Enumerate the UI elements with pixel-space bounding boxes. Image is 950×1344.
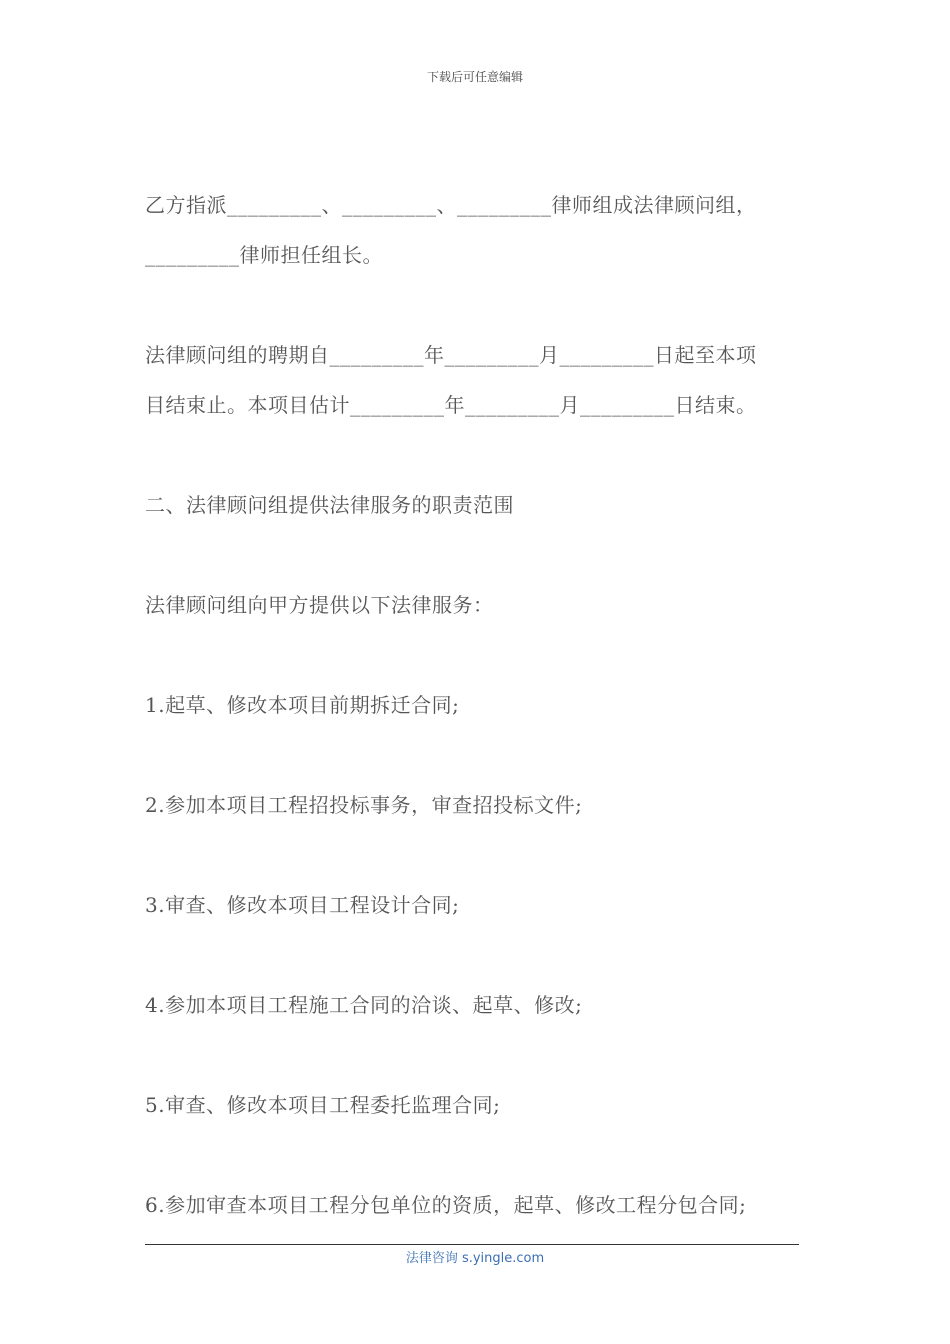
paragraph-term <box>145 330 810 430</box>
document-body <box>145 180 810 1280</box>
list-item: 4.参加本项目工程施工合同的洽谈、起草、修改; <box>145 993 583 1017</box>
list-item: 5.审查、修改本项目工程委托监理合同; <box>145 1093 501 1117</box>
list-item: 2.参加本项目工程招投标事务，审查招投标文件; <box>145 793 583 817</box>
section-heading: 二、法律顾问组提供法律服务的职责范围 <box>145 493 514 517</box>
list-item: 3.审查、修改本项目工程设计合同; <box>145 893 460 917</box>
paragraph-line: _________律师担任组长。 <box>145 243 383 267</box>
header-note: 下载后可任意编辑 <box>426 70 523 84</box>
list-item: 1.起草、修改本项目前期拆迁合同; <box>145 693 460 717</box>
footer-divider <box>145 1244 799 1245</box>
paragraph-lawyer-assignment <box>145 180 810 280</box>
paragraph-services-intro: 法律顾问组向甲方提供以下法律服务： <box>145 593 494 617</box>
footer-link[interactable]: 法律咨询 s.yingle.com <box>405 1251 545 1266</box>
paragraph-line: 乙方指派_________、_________、_________律师组成法律顾问组， <box>145 193 757 217</box>
paragraph-line: 法律顾问组的聘期自_________年_________月_________日起至本项 <box>145 343 757 367</box>
paragraph-line: 目结束止。本项目估计_________年_________月_________日结束。 <box>145 393 757 417</box>
list-item: 6.参加审查本项目工程分包单位的资质，起草、修改工程分包合同; <box>145 1193 747 1217</box>
